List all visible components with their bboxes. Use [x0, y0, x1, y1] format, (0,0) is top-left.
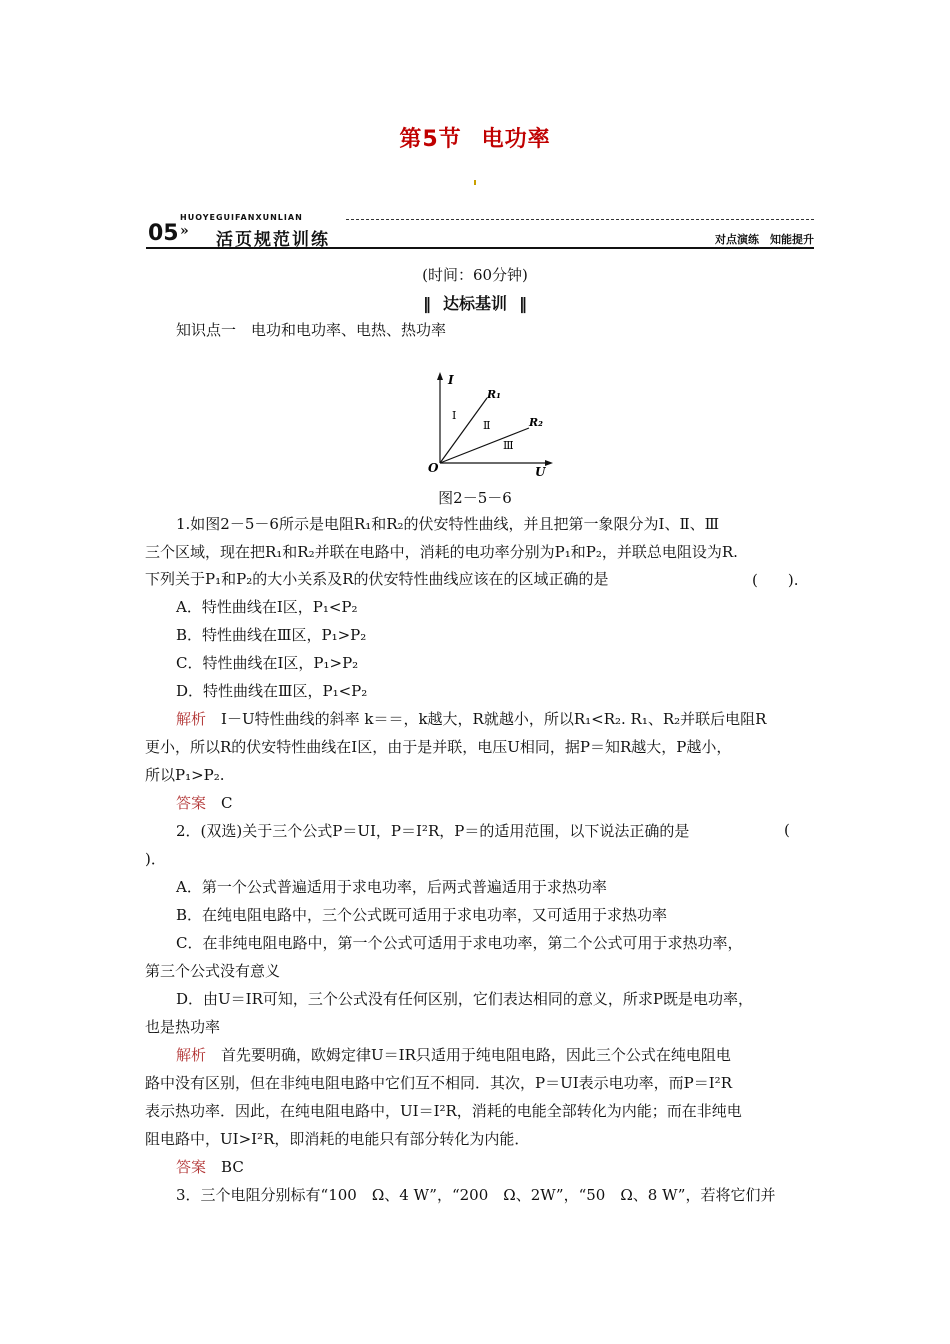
banner-number: 05 [148, 221, 179, 246]
q2-analysis-2: 路中没有区别，但在非纯电阻电路中它们互不相同．其次，P＝UI表示电功率，而P＝I²R [145, 1074, 732, 1092]
answer-label: 答案 [176, 794, 207, 812]
region-3-label: Ⅲ [503, 439, 514, 452]
region-2-label: Ⅱ [483, 419, 491, 432]
section-number: 第5节 [399, 127, 462, 152]
banner-tagline: 对点演练 知能提升 [715, 233, 814, 246]
section-banner [146, 213, 814, 249]
q1-line-1: 1.如图2－5－6所示是电阻R₁和R₂的伏安特性曲线，并且把第一象限分为Ⅰ、Ⅱ、Ⅲ [176, 515, 720, 533]
q1-analysis-2: 更小，所以R的伏安特性曲线在Ⅰ区，由于是并联，电压U相同，据P＝知R越大，P越小， [145, 738, 732, 756]
page-title [0, 122, 950, 153]
q3-line-1: 3．三个电阻分别标有“100 Ω、4 W”，“200 Ω、2W”，“50 Ω、8 W”，若将它们并 [176, 1186, 776, 1204]
q1-option-b: B．特性曲线在Ⅲ区，P₁>P₂ [176, 626, 367, 644]
q2-answer-value: BC [206, 1158, 244, 1176]
q1-option-d: D．特性曲线在Ⅲ区，P₁<P₂ [176, 682, 368, 700]
origin-label: O [428, 461, 439, 475]
q1-line-3: 下列关于P₁和P₂的大小关系及R的伏安特性曲线应该在的区域正确的是 [145, 570, 609, 588]
analysis-label: 解析 [176, 710, 207, 728]
bar-right: ‖ [519, 294, 527, 313]
q1-line-2: 三个区域，现在把R₁和R₂并联在电路中，消耗的电功率分别为P₁和P₂，并联总电阻设为R. [145, 543, 738, 561]
analysis-label: 解析 [176, 1046, 207, 1064]
chevron-icon: » [180, 223, 189, 239]
r1-label: R₁ [487, 388, 501, 401]
q2-option-d-1: D．由U＝IR可知，三个公式没有任何区别，它们表达相同的意义，所求P既是电功率， [176, 990, 753, 1008]
q2-analysis-4: 阻电路中，UI>I²R，即消耗的电能只有部分转化为内能． [145, 1130, 530, 1148]
q1-answer [176, 793, 233, 813]
q1-analysis-3: 所以P₁>P₂. [145, 766, 225, 784]
iu-graph [425, 368, 555, 483]
x-axis-arrow-icon [545, 460, 553, 466]
q2-line-2: )． [145, 850, 166, 868]
banner-dashed-rule [346, 219, 814, 220]
q2-analysis-text-1: 首先要明确，欧姆定律U＝IR只适用于纯电阻电路，因此三个公式在纯电阻电 [206, 1046, 731, 1064]
q2-option-c-1: C．在非纯电阻电路中，第一个公式可适用于求电功率，第二个公式可用于求热功率， [176, 934, 743, 952]
subsection-heading [0, 291, 950, 314]
banner-rule [146, 247, 814, 249]
x-axis-label: U [535, 465, 546, 479]
q2-analysis-1 [176, 1045, 731, 1065]
section-name: 电功率 [481, 127, 551, 152]
q1-analysis-1 [176, 709, 766, 729]
decorative-tick [474, 180, 476, 185]
subsection-label: 达标基训 [442, 294, 507, 313]
y-axis-label: I [448, 373, 454, 387]
q2-option-d-2: 也是热功率 [145, 1018, 221, 1036]
q1-answer-paren: ( ). [752, 571, 799, 589]
q1-option-a: A．特性曲线在Ⅰ区，P₁<P₂ [176, 598, 358, 616]
q2-option-b: B．在纯电阻电路中，三个公式既可适用于求电功率，又可适用于求热功率 [176, 906, 668, 924]
time-note: (时间：60分钟) [422, 266, 528, 284]
banner-title: 活页规范训练 [216, 230, 330, 250]
q1-analysis-text-1: I－U特性曲线的斜率 k＝＝，k越大，R就越小，所以R₁<R₂. R₁、R₂并联后电阻R [206, 710, 767, 728]
banner-pinyin: HUOYEGUIFANXUNLIAN [180, 213, 303, 222]
q2-option-a: A．第一个公式普遍适用于求电功率，后两式普遍适用于求热功率 [176, 878, 607, 896]
q2-option-c-2: 第三个公式没有意义 [145, 962, 281, 980]
r2-label: R₂ [529, 416, 543, 429]
bar-left: ‖ [422, 294, 431, 313]
q1-answer-value: C [206, 794, 233, 812]
answer-label: 答案 [176, 1158, 207, 1176]
q2-answer-paren: ( [784, 821, 790, 839]
figure-caption: 图2－5－6 [438, 489, 512, 507]
knowledge-point: 知识点一 电功和电功率、电热、热功率 [176, 321, 447, 339]
q2-analysis-3: 表示热功率．因此，在纯电阻电路中，UI＝I²R，消耗的电能全部转化为内能；而在非纯电 [145, 1102, 742, 1120]
region-1-label: Ⅰ [452, 409, 457, 422]
y-axis-arrow-icon [437, 372, 443, 380]
q2-answer [176, 1157, 244, 1177]
q2-line-1: 2．(双选)关于三个公式P＝UI，P＝I²R，P＝的适用范围，以下说法正确的是 [176, 822, 690, 840]
q1-option-c: C．特性曲线在Ⅰ区，P₁>P₂ [176, 654, 359, 672]
